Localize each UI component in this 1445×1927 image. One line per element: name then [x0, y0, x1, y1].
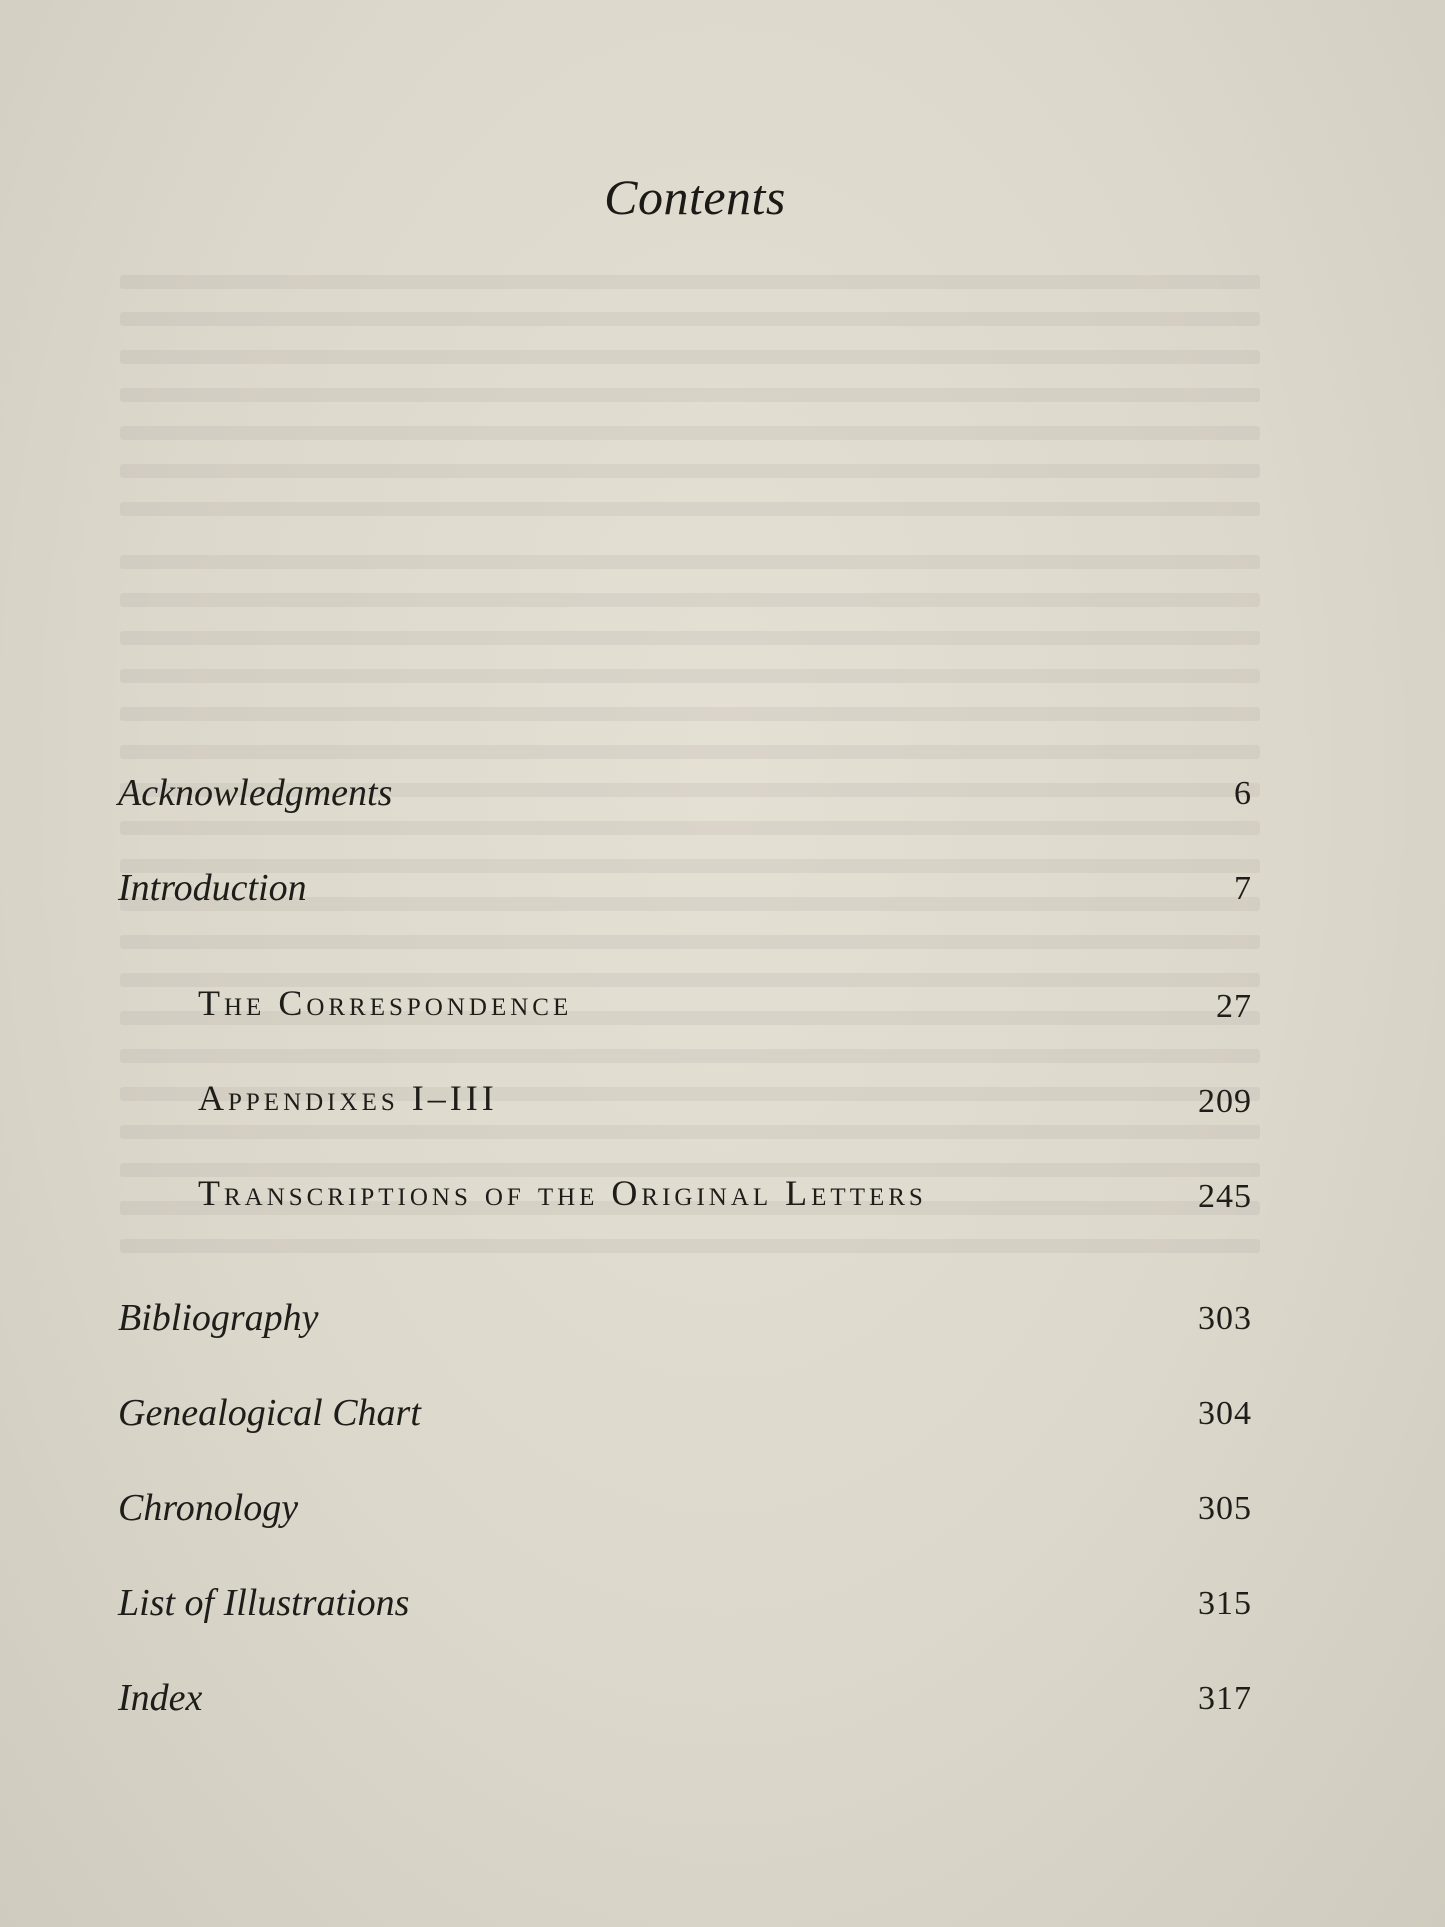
toc-entry-page: 27	[1216, 988, 1252, 1025]
bleed-through-line	[120, 350, 1260, 364]
bleed-through-line	[120, 388, 1260, 402]
toc-entry-page: 303	[1198, 1300, 1252, 1337]
toc-entry-genealogical-chart[interactable]	[0, 1375, 1445, 1435]
bleed-through-line	[120, 312, 1260, 326]
bleed-through-line	[120, 631, 1260, 645]
toc-entry-label: List of Illustrations	[118, 1582, 410, 1624]
toc-entry-page: 6	[1234, 775, 1252, 812]
toc-entry-appendixes[interactable]	[0, 1063, 1445, 1123]
bleed-through-line	[120, 555, 1260, 569]
toc-entry-label: Index	[118, 1677, 203, 1719]
toc-entry-page: 209	[1198, 1083, 1252, 1120]
toc-entry-introduction[interactable]	[0, 850, 1445, 910]
bleed-through-line	[120, 935, 1260, 949]
toc-entry-acknowledgments[interactable]	[0, 755, 1445, 815]
toc-entry-transcriptions[interactable]	[0, 1158, 1445, 1218]
bleed-through-line	[120, 1049, 1260, 1063]
bleed-through-line	[120, 1239, 1260, 1253]
toc-entry-label: Genealogical Chart	[118, 1392, 421, 1434]
bleed-through-line	[120, 821, 1260, 835]
bleed-through-line	[120, 593, 1260, 607]
toc-entry-page: 245	[1198, 1178, 1252, 1215]
toc-entry-label: Introduction	[118, 867, 307, 909]
toc-entry-page: 304	[1198, 1395, 1252, 1432]
bleed-through-line	[120, 1125, 1260, 1139]
toc-entry-page: 317	[1198, 1680, 1252, 1717]
toc-entry-list-of-illustrations[interactable]	[0, 1565, 1445, 1625]
bleed-through-line	[120, 464, 1260, 478]
toc-entry-page: 305	[1198, 1490, 1252, 1527]
toc-entry-chronology[interactable]	[0, 1470, 1445, 1530]
toc-entry-label: Acknowledgments	[118, 772, 393, 814]
bleed-through-line	[120, 275, 1260, 289]
toc-entry-label: Bibliography	[118, 1297, 319, 1339]
toc-entry-bibliography[interactable]	[0, 1280, 1445, 1340]
toc-entry-correspondence[interactable]	[0, 968, 1445, 1028]
toc-entry-label: Appendixes I–III	[198, 1078, 498, 1118]
toc-entry-label: The Correspondence	[198, 983, 573, 1023]
bleed-through-line	[120, 669, 1260, 683]
toc-entry-page: 7	[1234, 870, 1252, 907]
bleed-through-line	[120, 707, 1260, 721]
page-title: Contents	[604, 169, 786, 225]
toc-entry-label: Chronology	[118, 1487, 299, 1529]
toc-entry-index[interactable]	[0, 1660, 1445, 1720]
toc-entry-page: 315	[1198, 1585, 1252, 1622]
toc-entry-label: Transcriptions of the Original Letters	[198, 1173, 927, 1213]
bleed-through-line	[120, 502, 1260, 516]
bleed-through-line	[120, 426, 1260, 440]
